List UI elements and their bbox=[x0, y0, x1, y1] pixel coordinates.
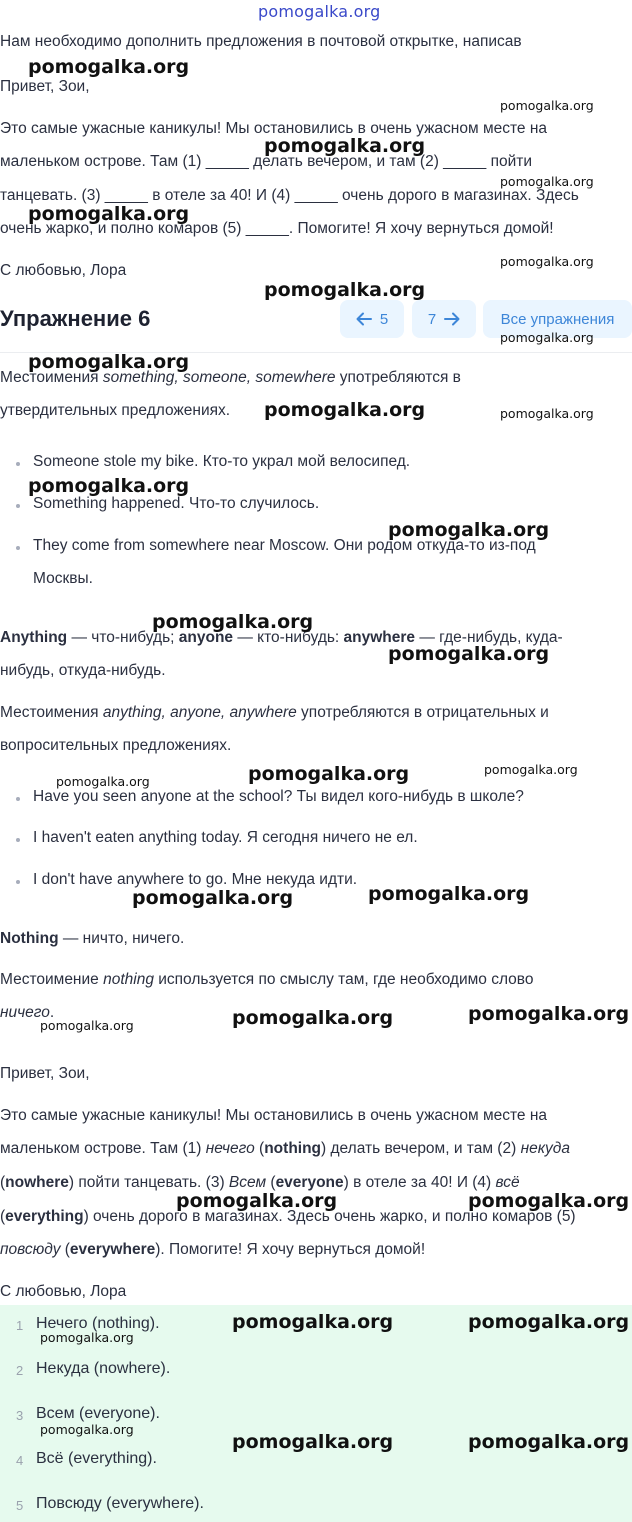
theory-paragraph: утвердительных предложениях. bbox=[0, 402, 231, 419]
watermark: pomogalka.org bbox=[468, 1190, 630, 1212]
watermark: pomogalka.org bbox=[500, 174, 594, 189]
watermark: pomogalka.org bbox=[40, 1422, 134, 1437]
watermark: pomogalka.org bbox=[500, 254, 594, 269]
watermark: pomogalka.org bbox=[232, 1431, 394, 1453]
prev-exercise-label: 5 bbox=[379, 310, 389, 328]
answer-number: 2 bbox=[16, 1363, 24, 1378]
watermark: pomogalka.org bbox=[388, 519, 550, 541]
example-item: Someone stole my bike. Кто-то украл мой велосипед. bbox=[33, 453, 411, 470]
answer-number: 4 bbox=[16, 1453, 24, 1468]
watermark: pomogalka.org bbox=[40, 1018, 134, 1033]
theory-paragraph: Местоимение nothing используется по смыслу там, где необходимо слово bbox=[0, 971, 534, 988]
answer-number: 3 bbox=[16, 1408, 24, 1423]
bullet bbox=[16, 880, 20, 884]
intro-text: Нам необходимо дополнить предложения в почтовой открытке, написав bbox=[0, 33, 522, 50]
bullet bbox=[16, 504, 20, 508]
bullet bbox=[16, 462, 20, 466]
watermark: pomogalka.org bbox=[232, 1007, 394, 1029]
watermark: pomogalka.org bbox=[500, 330, 594, 345]
answer-text: Некуда (nowhere). bbox=[36, 1360, 171, 1377]
watermark: pomogalka.org bbox=[468, 1431, 630, 1453]
letter2-signoff: С любовью, Лора bbox=[0, 1283, 127, 1300]
theory-paragraph: Местоимения anything, anyone, anywhere употребляются в отрицательных и bbox=[0, 704, 549, 721]
arrow-right-icon bbox=[444, 312, 460, 326]
watermark: pomogalka.org bbox=[484, 762, 578, 777]
watermark: pomogalka.org bbox=[264, 399, 426, 421]
theory-paragraph: Местоимения something, someone, somewhere употребляются в bbox=[0, 369, 461, 386]
watermark: pomogalka.org bbox=[28, 351, 190, 373]
letter1-signoff: С любовью, Лора bbox=[0, 262, 127, 279]
bullet bbox=[16, 546, 20, 550]
watermark: pomogalka.org bbox=[152, 611, 314, 633]
watermark-top: pomogalka.org bbox=[258, 2, 381, 21]
watermark: pomogalka.org bbox=[388, 643, 550, 665]
answer-text: Всё (everything). bbox=[36, 1450, 157, 1467]
example-item: Have you seen anyone at the school? Ты видел кого-нибудь в школе? bbox=[33, 788, 524, 805]
watermark: pomogalka.org bbox=[368, 883, 530, 905]
letter2-line: маленьком острове. Там (1) нечего (nothing) делать вечером, и там (2) некуда bbox=[0, 1140, 570, 1157]
theory-paragraph: вопросительных предложениях. bbox=[0, 737, 232, 754]
letter2-line: Это самые ужасные каникулы! Мы остановились в очень ужасном месте на bbox=[0, 1107, 548, 1124]
watermark: pomogalka.org bbox=[264, 135, 426, 157]
letter1-line: маленьком острове. Там (1) _____ делать вечером, и там (2) _____ пойти bbox=[0, 153, 533, 170]
letter1-line: очень жарко, и полно комаров (5) _____. Помогите! Я хочу вернуться домой! bbox=[0, 220, 554, 237]
next-exercise-label: 7 bbox=[427, 310, 437, 328]
next-exercise-button[interactable] bbox=[412, 300, 476, 338]
watermark: pomogalka.org bbox=[500, 98, 594, 113]
watermark: pomogalka.org bbox=[248, 763, 410, 785]
answer-text: Нечего (nothing). bbox=[36, 1315, 160, 1332]
answer-number: 1 bbox=[16, 1318, 24, 1333]
watermark: pomogalka.org bbox=[176, 1190, 338, 1212]
watermark: pomogalka.org bbox=[468, 1003, 630, 1025]
prev-exercise-button[interactable] bbox=[340, 300, 404, 338]
letter2-line: (nowhere) пойти танцевать. (3) Всем (everyone) в отеле за 40! И (4) всё bbox=[0, 1174, 520, 1191]
watermark: pomogalka.org bbox=[40, 1330, 134, 1345]
watermark: pomogalka.org bbox=[28, 203, 190, 225]
answer-text: Повсюду (everywhere). bbox=[36, 1495, 204, 1512]
example-item: I haven't eaten anything today. Я сегодня ничего не ел. bbox=[33, 829, 418, 846]
letter2-greeting: Привет, Зои, bbox=[0, 1065, 90, 1082]
exercise-title: Упражнение 6 bbox=[0, 306, 151, 331]
letter2-line: повсюду (everywhere). Помогите! Я хочу вернуться домой! bbox=[0, 1241, 426, 1258]
example-item: I don't have anywhere to go. Мне некуда идти. bbox=[33, 871, 358, 888]
arrow-left-icon bbox=[356, 312, 372, 326]
bullet bbox=[16, 797, 20, 801]
all-exercises-button[interactable]: Все упражнения bbox=[483, 300, 632, 338]
letter1-line: Это самые ужасные каникулы! Мы остановились в очень ужасном месте на bbox=[0, 120, 548, 137]
theory-paragraph: нибудь, откуда-нибудь. bbox=[0, 662, 166, 679]
answer-number: 5 bbox=[16, 1498, 24, 1513]
example-item: They come from somewhere near Moscow. Они родом откуда-то из-под bbox=[33, 537, 536, 554]
watermark: pomogalka.org bbox=[132, 887, 294, 909]
example-item: Something happened. Что-то случилось. bbox=[33, 495, 320, 512]
watermark: pomogalka.org bbox=[500, 406, 594, 421]
watermark: pomogalka.org bbox=[232, 1311, 394, 1333]
watermark: pomogalka.org bbox=[28, 56, 190, 78]
theory-paragraph: ничего. bbox=[0, 1004, 55, 1021]
letter1-line: танцевать. (3) _____ в отеле за 40! И (4) _____ очень дорого в магазинах. Здесь bbox=[0, 187, 579, 204]
theory-paragraph: Nothing — ничто, ничего. bbox=[0, 930, 185, 947]
answer-text: Всем (everyone). bbox=[36, 1405, 160, 1422]
example-item: Москвы. bbox=[33, 570, 93, 587]
watermark: pomogalka.org bbox=[28, 475, 190, 497]
bullet bbox=[16, 838, 20, 842]
theory-paragraph: Anything — что-нибудь; anyone — кто-нибудь: anywhere — где-нибудь, куда- bbox=[0, 629, 563, 646]
watermark: pomogalka.org bbox=[468, 1311, 630, 1333]
letter1-greeting: Привет, Зои, bbox=[0, 78, 90, 95]
letter2-line: (everything) очень дорого в магазинах. Здесь очень жарко, и полно комаров (5) bbox=[0, 1208, 576, 1225]
watermark: pomogalka.org bbox=[264, 279, 426, 301]
watermark: pomogalka.org bbox=[56, 774, 150, 789]
